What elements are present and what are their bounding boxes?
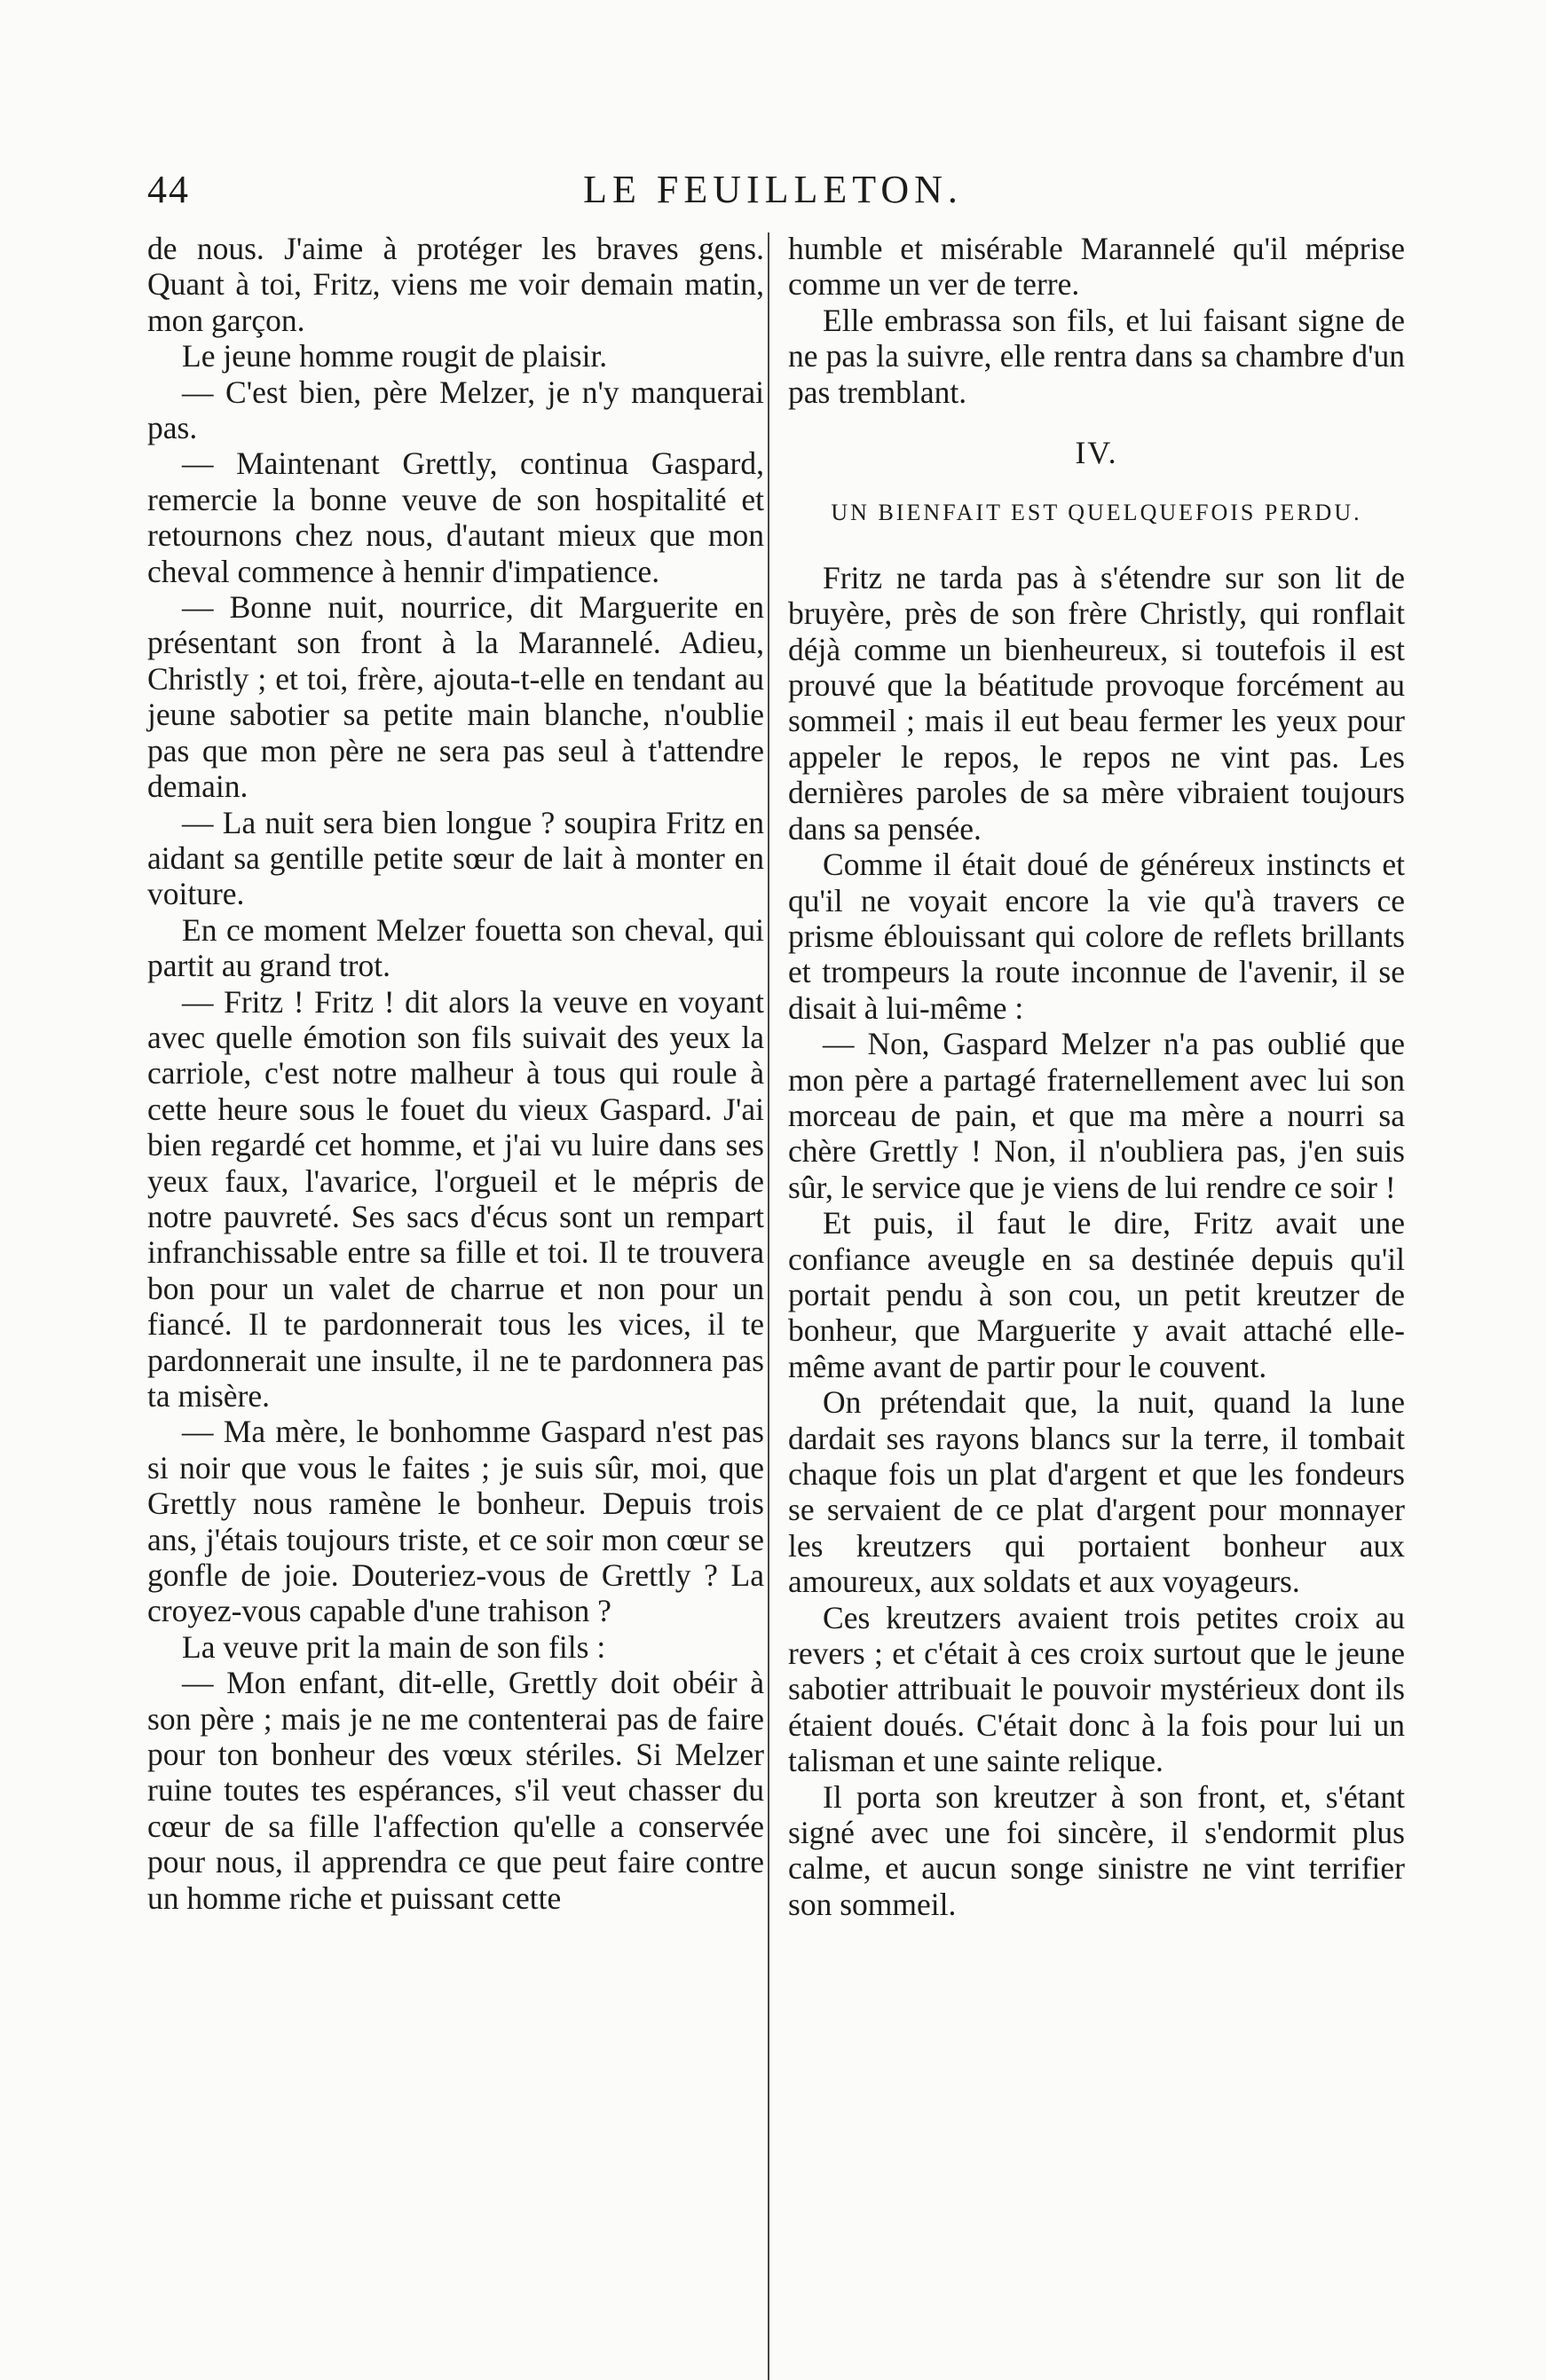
paragraph: Il porta son kreutzer à son front, et, s'étant signé avec une foi sincère, il s'endormit plus calme, et aucun songe sinistre ne vint terrifier son sommeil.: [788, 1778, 1405, 1922]
paragraph: Le jeune homme rougit de plaisir.: [182, 338, 608, 374]
right-column: [788, 231, 1405, 1922]
paragraph: de nous. J'aime à protéger les braves gens. Quant à toi, Fritz, viens me voir demain matin, mon garçon.: [147, 231, 764, 338]
page-number: 44: [147, 168, 190, 211]
paragraph: humble et misérable Marannelé qu'il méprise comme un ver de terre.: [788, 231, 1405, 303]
chapter-title: UN BIENFAIT EST QUELQUEFOIS PERDU.: [831, 500, 1362, 526]
paragraph: En ce moment Melzer fouetta son cheval, qui partit au grand trot.: [147, 911, 764, 984]
paragraph: La veuve prit la main de son fils :: [182, 1628, 606, 1665]
paragraph: On prétendait que, la nuit, quand la lune dardait ses rayons blancs sur la terre, il tombait chaque fois un plat d'argent et que les fondeurs se servaient de ce plat d'argent pour monnayer les kreutzers qui portaient bonheur aux amoureux, aux soldats et aux voyageurs.: [788, 1384, 1405, 1600]
paragraph: — Maintenant Grettly, continua Gaspard, remercie la bonne veuve de son hospitalité et retournons chez nous, d'autant mieux que mon cheval commence à hennir d'impatience.: [147, 445, 764, 589]
paragraph: — La nuit sera bien longue ? soupira Fritz en aidant sa gentille petite sœur de lait à monter en voiture.: [147, 804, 764, 912]
column-divider: [768, 232, 769, 2380]
paragraph: Et puis, il faut le dire, Fritz avait une confiance aveugle en sa destinée depuis qu'il portait pendu à son cou, un petit kreutzer de bonheur, que Marguerite y avait attaché elle-même avant de partir pour le couvent.: [788, 1205, 1405, 1384]
paragraph: Elle embrassa son fils, et lui faisant signe de ne pas la suivre, elle rentra dans sa chambre d'un pas tremblant.: [788, 302, 1405, 410]
paragraph: — Non, Gaspard Melzer n'a pas oublié que mon père a partagé fraternellement avec lui son morceau de pain, et que ma mère a nourri sa chère Grettly ! Non, il n'oubliera pas, j'en suis sûr, le service que je viens de lui rendre ce soir !: [788, 1026, 1405, 1205]
page-header: [147, 167, 1399, 220]
paragraph: — Mon enfant, dit-elle, Grettly doit obéir à son père ; mais je ne me contenterai pas de faire pour ton bonheur des vœux stériles. Si Melzer ruine toutes tes espérances, s'il veut chasser du cœur de sa fille l'affection qu'elle a conservée pour nous, il apprendra ce que peut faire contre un homme riche et puissant cette: [147, 1665, 764, 1916]
paragraph: Comme il était doué de généreux instincts et qu'il ne voyait encore la vie qu'à travers ce prisme éblouissant qui colore de reflets brillants et trompeurs la route inconnue de l'avenir, il se disait à lui-même :: [788, 847, 1405, 1026]
paragraph: Ces kreutzers avaient trois petites croix au revers ; et c'était à ces croix surtout que le jeune sabotier attribuait le pouvoir mystérieux dont ils étaient doués. C'était donc à la fois pour lui un talisman et une sainte relique.: [788, 1599, 1405, 1779]
running-title: LE FEUILLETON.: [583, 168, 963, 211]
paragraph: — C'est bien, père Melzer, je n'y manquerai pas.: [147, 374, 764, 446]
paragraph: — Ma mère, le bonhomme Gaspard n'est pas si noir que vous le faites ; je suis sûr, moi, que Grettly nous ramène le bonheur. Depuis trois ans, j'étais toujours triste, et ce soir mon cœur se gonfle de joie. Douteriez-vous de Grettly ? La croyez-vous capable d'une trahison ?: [147, 1414, 764, 1629]
paragraph: — Bonne nuit, nourrice, dit Marguerite en présentant son front à la Marannelé. Adieu, Christly ; et toi, frère, ajouta-t-elle en tendant au jeune sabotier sa petite main blanche, n'oublie pas que mon père ne sera pas seul à t'attendre demain.: [147, 589, 764, 805]
left-column: [147, 231, 764, 1916]
chapter-number: IV.: [1075, 435, 1118, 471]
paragraph: Fritz ne tarda pas à s'étendre sur son lit de bruyère, près de son frère Christly, qui ronflait déjà comme un bienheureux, si toutefois il est prouvé que la béatitude provoque forcément au sommeil ; mais il eut beau fermer les yeux pour appeler le repos, le repos ne vint pas. Les dernières paroles de sa mère vibraient toujours dans sa pensée.: [788, 559, 1405, 847]
paragraph: — Fritz ! Fritz ! dit alors la veuve en voyant avec quelle émotion son fils suivait des yeux la carriole, c'est notre malheur à tous qui roule à cette heure sous le fouet du vieux Gaspard. J'ai bien regardé cet homme, et j'ai vu luire dans ses yeux faux, l'avarice, l'orgueil et le mépris de notre pauvreté. Ses sacs d'écus sont un rempart infranchissable entre sa fille et toi. Il te trouvera bon pour un valet de charrue et non pour un fiancé. Il te pardonnerait tous les vices, il te pardonnerait une insulte, il ne te pardonnera pas ta misère.: [147, 983, 764, 1414]
